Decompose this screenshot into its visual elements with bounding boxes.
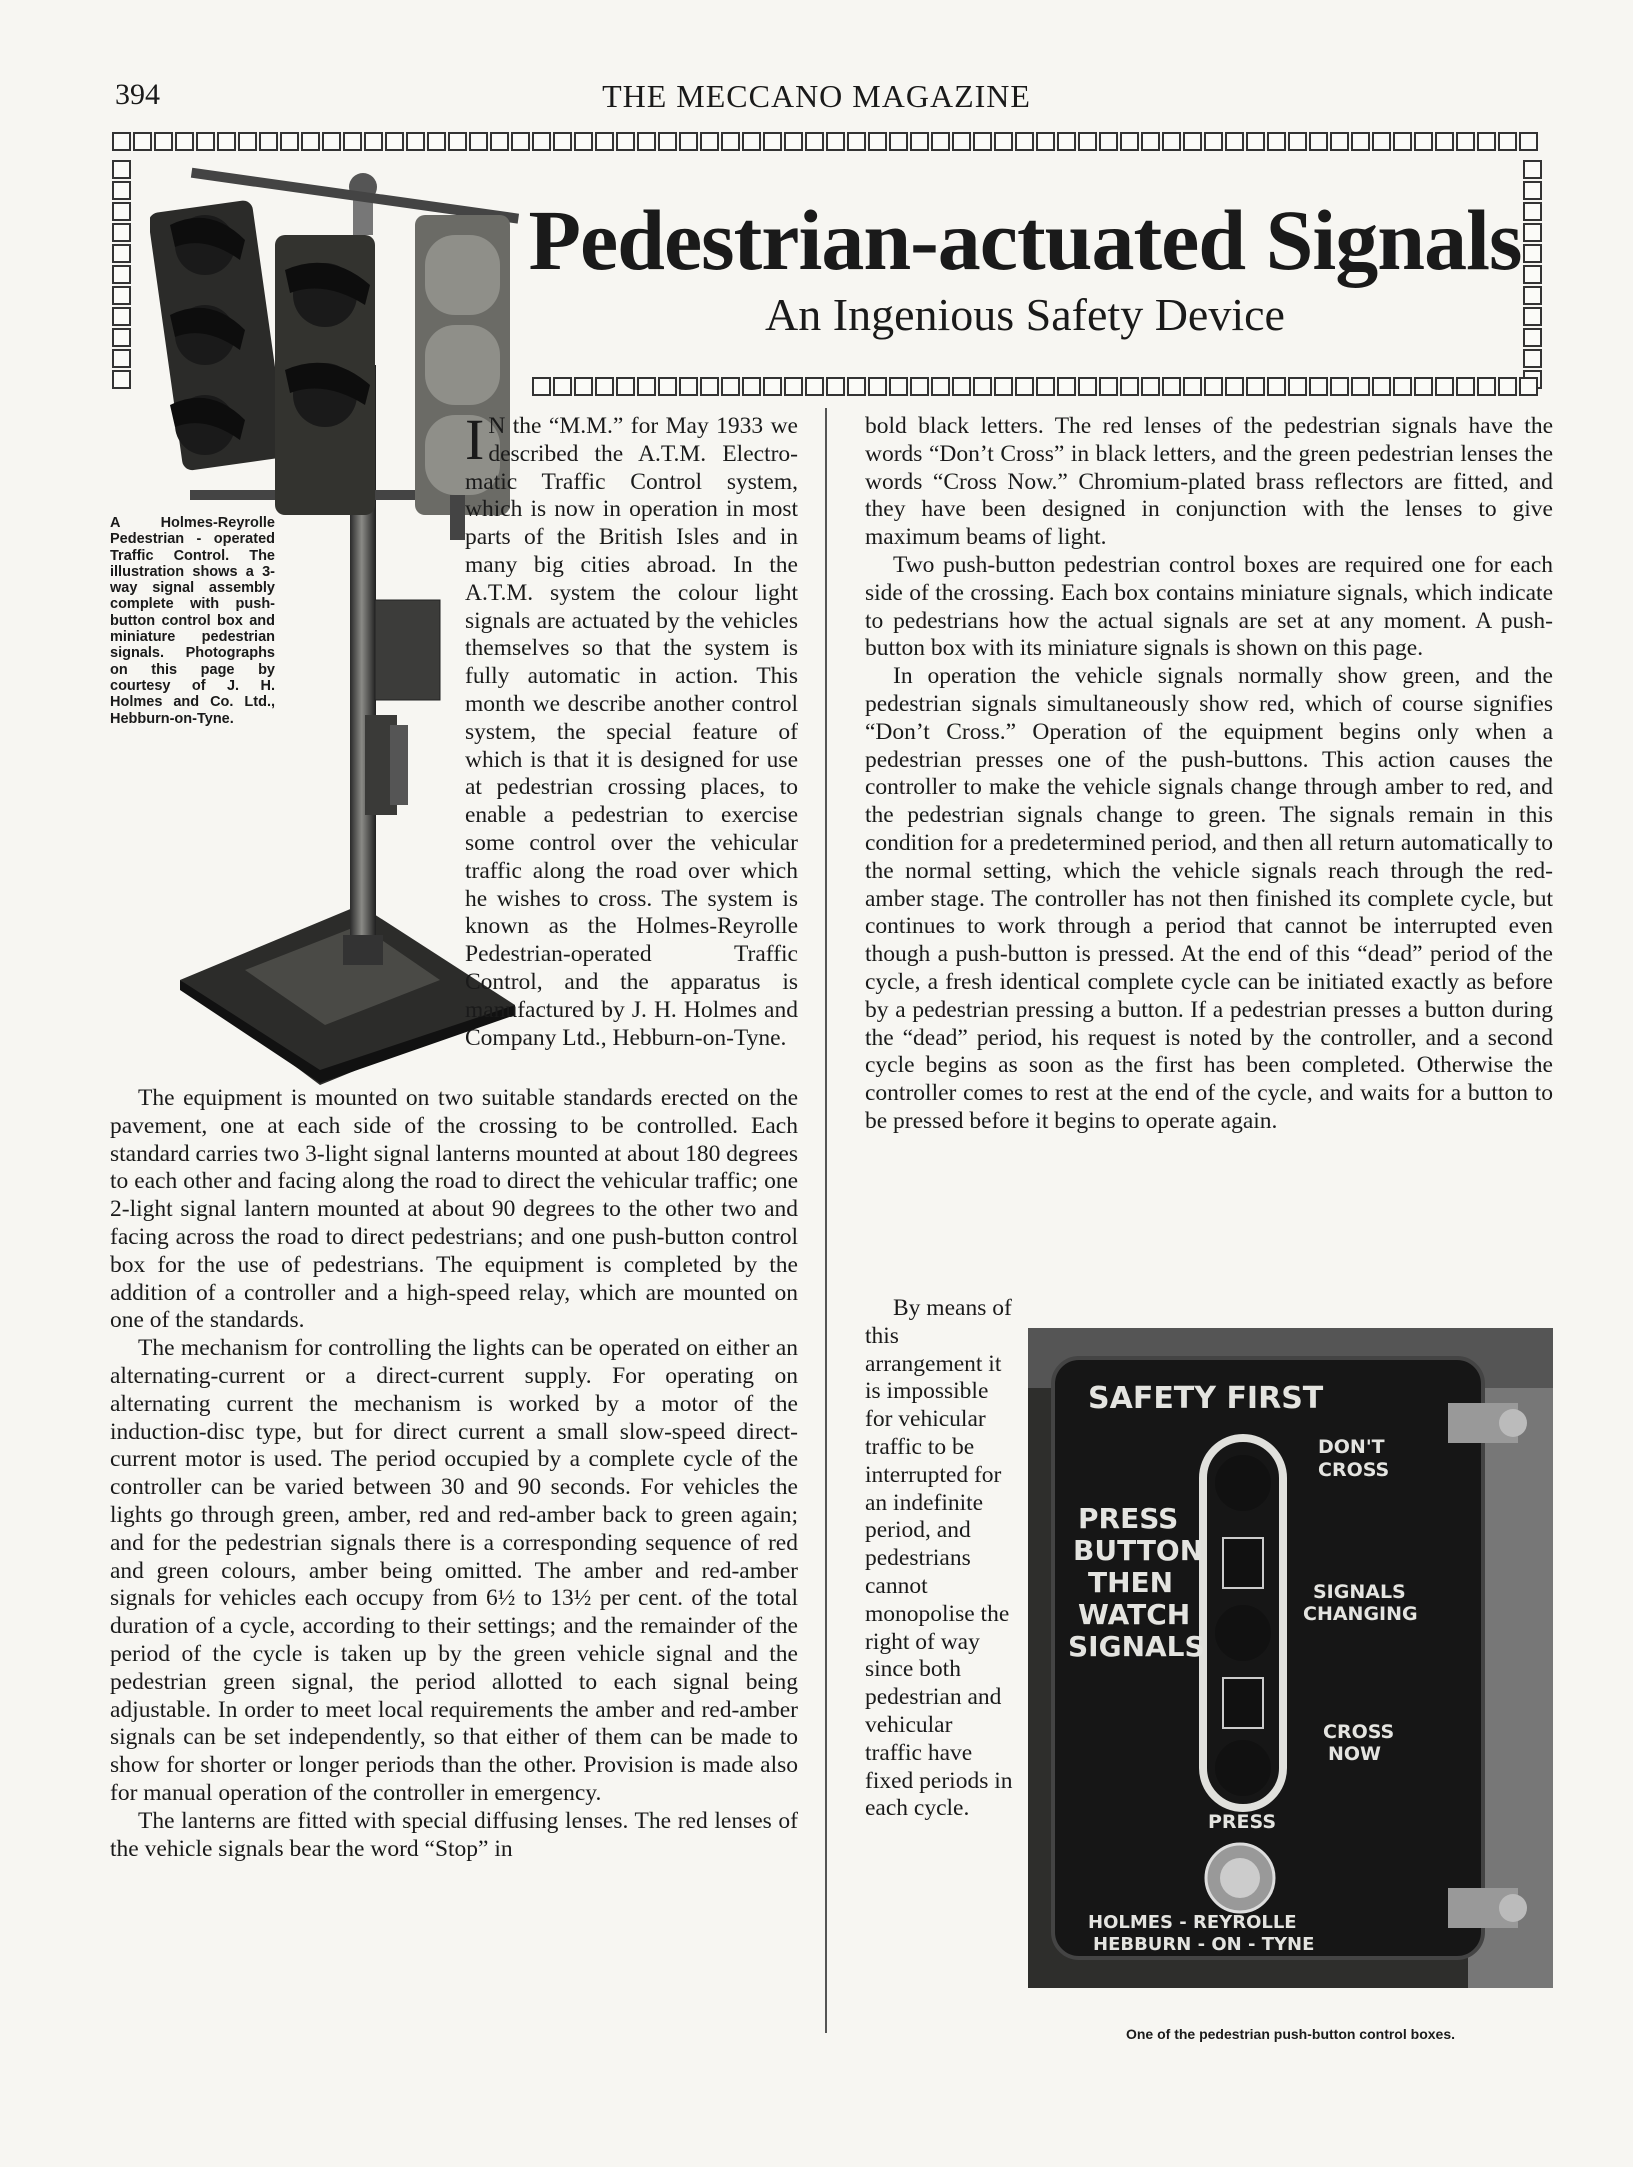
border-square — [1309, 377, 1328, 396]
border-square — [763, 377, 782, 396]
border-square — [217, 132, 236, 151]
border-square — [1225, 132, 1244, 151]
box-photo-caption: One of the pedestrian push-button control boxes. — [1125, 2026, 1455, 2042]
box-dont-label: DON'T — [1318, 1436, 1385, 1458]
border-square — [973, 377, 992, 396]
border-square — [1330, 377, 1349, 396]
border-square — [1267, 377, 1286, 396]
border-square — [322, 132, 341, 151]
border-square — [1162, 132, 1181, 151]
border-square — [1141, 132, 1160, 151]
border-square — [721, 132, 740, 151]
border-square — [1225, 377, 1244, 396]
border-square — [1414, 377, 1433, 396]
border-square — [1036, 132, 1055, 151]
border-square — [679, 132, 698, 151]
border-square — [112, 181, 131, 200]
paragraph: In operation the vehicle signals normally show green, and the pedestrian signals simultaneously show red, which of course signifies “Don’t Cross.” Operation of the equipment begins only when a pedestrian presses one of the push-buttons. This action causes the controller to make the vehicle signals change through amber to red, and the pedestrian signals change to green. The signals remain in this condition for a predetermined period, and then all return automatically to the normal setting, which the vehicle signals reach through the red-amber stage. The controller has not then finished its complete cycle, but continues to work through a period that cannot be interrupted even though a push-button is pressed. At the end of this “dead” period of the cycle, a fresh identical complete cycle can be initiated exactly as before by a pedestrian pressing a button. If a pedestrian presses a button during the “dead” period, his request is noted by the controller, and a second cycle begins as soon as the first has been completed. Otherwise the controller comes to rest at the end of the cycle, and waits for a button to be pressed before it begins to operate again. — [865, 663, 1553, 1134]
border-square — [1015, 132, 1034, 151]
left-column — [110, 1085, 798, 1863]
border-square — [973, 132, 992, 151]
border-square — [952, 132, 971, 151]
border-square — [112, 160, 131, 179]
page-number: 394 — [115, 78, 160, 111]
magazine-title: THE MECCANO MAGAZINE — [602, 78, 1031, 114]
border-square — [931, 132, 950, 151]
border-square — [1099, 132, 1118, 151]
border-square — [1036, 377, 1055, 396]
decorative-border-top — [112, 132, 1542, 151]
border-square — [847, 132, 866, 151]
border-square — [1015, 377, 1034, 396]
border-square — [1330, 132, 1349, 151]
border-square — [112, 349, 131, 368]
border-square — [700, 132, 719, 151]
border-square — [364, 132, 383, 151]
border-square — [1372, 377, 1391, 396]
border-square — [532, 132, 551, 151]
border-square — [1498, 377, 1517, 396]
paragraph: The lanterns are fitted with special diffusing lenses. The red lenses of the vehicle signals bear the word “Stop” in — [110, 1807, 798, 1862]
border-square — [1351, 132, 1370, 151]
paragraph: By means of this arrangement it is impossible for vehicular traffic to be interrupted for an indefinite period, and pedestrians cannot monopolise the right of way since both pedestrian and vehicular traffic have fixed periods in each cycle. — [865, 1295, 1013, 1822]
border-square — [1477, 377, 1496, 396]
border-square — [1456, 377, 1475, 396]
border-square — [112, 265, 131, 284]
border-square — [952, 377, 971, 396]
border-square — [532, 377, 551, 396]
border-square — [637, 132, 656, 151]
border-square — [553, 377, 572, 396]
right-column — [865, 413, 1553, 1136]
box-signals-label: SIGNALS — [1313, 1581, 1406, 1603]
box-left-label-3: THEN — [1088, 1566, 1174, 1599]
border-square — [1477, 132, 1496, 151]
border-square — [112, 307, 131, 326]
column-divider — [825, 408, 827, 2033]
border-square — [1393, 377, 1412, 396]
border-square — [574, 377, 593, 396]
border-square — [1057, 377, 1076, 396]
border-square — [112, 328, 131, 347]
border-square — [742, 377, 761, 396]
box-maker-1: HOLMES - REYROLLE — [1088, 1912, 1297, 1933]
border-square — [910, 377, 929, 396]
intro-text: N the “M.M.” for May 1933 we described the A.T.M. Electro-matic Traffic Control system, which is now in operation in most parts of the British Isles and in many big cities abroad. In the A.T.M. system the colour light signals are actuated by the vehicles themselves so that the system is fully automatic in action. This month we describe another control system, the special feature of which is that it is designed for use at pedestrian crossing places, to enable a pedestrian to exercise some control over the vehicular traffic along the road over which he wishes to cross. The system is known as the Holmes-Reyrolle Pedestrian-operated Traffic Control, and the apparatus is manufactured by J. H. Holmes and Company Ltd., Hebburn-on-Tyne. — [465, 413, 798, 1051]
border-square — [427, 132, 446, 151]
border-square — [490, 132, 509, 151]
paragraph: bold black letters. The red lenses of the pedestrian signals have the words “Don’t Cross” in black letters, and the green pedestrian lenses the words “Cross Now.” Chromium-plated brass reflectors are fitted, and they have been designed in conjunction with the lenses to give maximum beams of light. — [865, 413, 1553, 551]
border-square — [931, 377, 950, 396]
border-square — [700, 377, 719, 396]
border-square — [196, 132, 215, 151]
border-square — [1519, 377, 1538, 396]
border-square — [112, 202, 131, 221]
border-square — [1393, 132, 1412, 151]
border-square — [1288, 377, 1307, 396]
border-square — [259, 132, 278, 151]
border-square — [1288, 132, 1307, 151]
border-square — [1309, 132, 1328, 151]
box-press-label: PRESS — [1208, 1811, 1277, 1833]
border-square — [1183, 377, 1202, 396]
border-square — [1456, 132, 1475, 151]
box-left-label-1: PRESS — [1078, 1502, 1179, 1535]
box-cross-now-1: CROSS — [1323, 1721, 1395, 1743]
border-square — [301, 132, 320, 151]
border-square — [553, 132, 572, 151]
border-square — [1519, 132, 1538, 151]
border-square — [1078, 377, 1097, 396]
border-square — [763, 132, 782, 151]
border-square — [448, 132, 467, 151]
border-square — [910, 132, 929, 151]
border-square — [847, 377, 866, 396]
border-square — [658, 132, 677, 151]
border-square — [1183, 132, 1202, 151]
border-square — [385, 132, 404, 151]
border-square — [616, 377, 635, 396]
border-square — [112, 370, 131, 389]
box-changing-label: CHANGING — [1303, 1603, 1418, 1625]
border-square — [1246, 132, 1265, 151]
box-maker-2: HEBBURN - ON - TYNE — [1093, 1934, 1315, 1955]
paragraph: The mechanism for controlling the lights can be operated on either an alternating-current or a direct-current supply. For operating on alternating current the mechanism is worked by a motor of the induction-disc type, but for direct current a small slow-speed direct-current motor is used. The period occupied by a complete cycle of the controller can be varied between 30 and 90 seconds. For vehicles the lights go through green, amber, red and red-amber back to green again; and for the pedestrian signals there is a corresponding sequence of red and green colours, amber being omitted. The amber and red-amber signals for vehicles each occupy from 6½ to 13½ per cent. of the total duration of a cycle, according to their settings; and the remainder of the period of the cycle is taken up by the green vehicle signal and the pedestrian green signal, the period allotted to each signal being adjustable. In order to meet local requirements the amber and red-amber signals can be set independently, so that either of them can be made to show for shorter or longer periods than the other. Provision is made also for manual operation of the controller in emergency. — [110, 1335, 798, 1806]
border-square — [406, 132, 425, 151]
border-square — [658, 377, 677, 396]
border-square — [994, 132, 1013, 151]
border-square — [889, 377, 908, 396]
decorative-border-headline-bottom — [532, 377, 1542, 396]
border-square — [1057, 132, 1076, 151]
border-square — [175, 132, 194, 151]
box-cross-label: CROSS — [1318, 1459, 1390, 1481]
paragraph: Two push-button pedestrian control boxes are required one for each side of the crossing. Each box contains miniature signals, which indicate to pedestrians how the actual signals are set at any moment. A push-button box with its miniature signals is shown on this page. — [865, 551, 1553, 662]
border-square — [868, 132, 887, 151]
border-square — [1162, 377, 1181, 396]
border-square — [1099, 377, 1118, 396]
border-square — [112, 132, 131, 151]
border-square — [154, 132, 173, 151]
article-title: Pedestrian-actuated Signals — [528, 192, 1522, 288]
border-square — [679, 377, 698, 396]
box-top-label: SAFETY FIRST — [1088, 1381, 1324, 1416]
border-square — [133, 132, 152, 151]
border-square — [595, 377, 614, 396]
right-narrow-column — [865, 1295, 1013, 1823]
article-subtitle: An Ingenious Safety Device — [765, 289, 1285, 340]
border-square — [574, 132, 593, 151]
border-square — [1351, 377, 1370, 396]
border-square — [1120, 377, 1139, 396]
border-square — [784, 377, 803, 396]
border-square — [637, 377, 656, 396]
border-square — [595, 132, 614, 151]
box-left-label-5: SIGNALS — [1068, 1630, 1205, 1663]
border-square — [112, 244, 131, 263]
border-square — [1204, 377, 1223, 396]
border-square — [1372, 132, 1391, 151]
border-square — [1498, 132, 1517, 151]
border-square — [1414, 132, 1433, 151]
border-square — [784, 132, 803, 151]
border-square — [280, 132, 299, 151]
border-square — [805, 377, 824, 396]
push-button-box-photo — [1028, 1328, 1553, 1988]
border-square — [1204, 132, 1223, 151]
intro-paragraph — [465, 407, 798, 1052]
border-square — [721, 377, 740, 396]
border-square — [1141, 377, 1160, 396]
border-square — [1523, 160, 1542, 179]
border-square — [1435, 132, 1454, 151]
border-square — [469, 132, 488, 151]
border-square — [805, 132, 824, 151]
border-square — [1267, 132, 1286, 151]
border-square — [1246, 377, 1265, 396]
border-square — [826, 132, 845, 151]
border-square — [1120, 132, 1139, 151]
border-square — [112, 223, 131, 242]
border-square — [1435, 377, 1454, 396]
box-cross-now-2: NOW — [1328, 1743, 1382, 1765]
photo-caption: A Holmes-Reyrolle Pedestrian - operated Traffic Control. The illustration shows a 3-way signal assembly complete with push-button control box and miniature pedestrian signals. Photographs on this page by courtesy of J. H. Holmes and Co. Ltd., Hebburn-on-Tyne. — [110, 515, 275, 727]
border-square — [616, 132, 635, 151]
border-square — [994, 377, 1013, 396]
border-square — [1078, 132, 1097, 151]
border-square — [889, 132, 908, 151]
border-square — [1523, 349, 1542, 368]
decorative-border-left — [112, 160, 131, 389]
drop-cap: I — [465, 407, 485, 472]
border-square — [742, 132, 761, 151]
box-left-label-4: WATCH — [1078, 1598, 1191, 1631]
border-square — [343, 132, 362, 151]
paragraph: The equipment is mounted on two suitable standards erected on the pavement, one at each side of the crossing to be controlled. Each standard carries two 3-light signal lanterns mounted at about 180 degrees to each other and facing along the road to direct the vehicular traffic; one 2-light signal lantern mounted at about 90 degrees to the other two and facing across the road to direct pedestrians; and one push-button control box for the use of pedestrians. The equipment is completed by the addition of a controller and a high-speed relay, which are mounted on one of the standards. — [110, 1085, 798, 1334]
border-square — [112, 286, 131, 305]
box-left-label-2: BUTTON — [1073, 1534, 1204, 1567]
border-square — [238, 132, 257, 151]
border-square — [826, 377, 845, 396]
border-square — [511, 132, 530, 151]
border-square — [868, 377, 887, 396]
